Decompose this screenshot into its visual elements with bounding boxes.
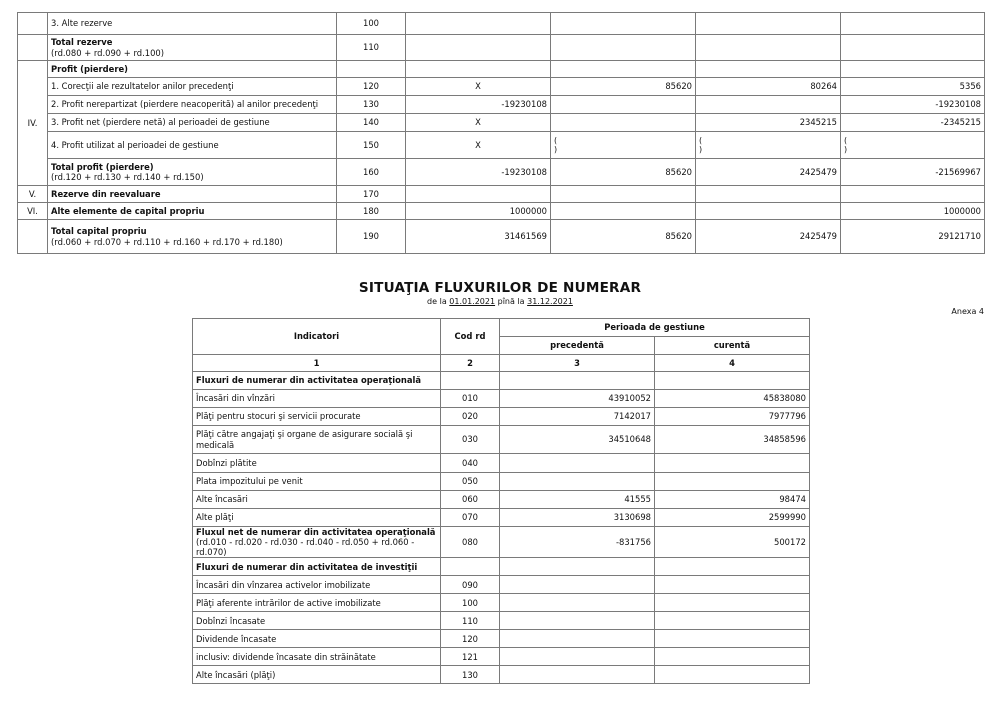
row-label: Plăţi către angajaţi şi organe de asigurare socială şi medicală — [193, 426, 441, 454]
row-code: 010 — [441, 390, 500, 408]
table-row — [18, 96, 985, 114]
cell-value-parentheses: ( ) — [841, 132, 985, 159]
cell-value — [551, 114, 696, 132]
cell-value — [655, 454, 810, 473]
cell-value — [500, 630, 655, 648]
row-code: 030 — [441, 426, 500, 454]
row-code: 110 — [337, 35, 406, 61]
row-code: 120 — [337, 78, 406, 96]
row-label: Fluxul net de numerar din activitatea operaţională (rd.010 - rd.020 - rd.030 - rd.040 - rd.050 + rd.060 - rd.070) — [193, 527, 441, 558]
cell-value: 98474 — [655, 491, 810, 509]
row-label: Profit (pierdere) — [48, 61, 337, 78]
cell-value — [655, 372, 810, 390]
cell-value: 1000000 — [841, 203, 985, 220]
cell-value — [696, 13, 841, 35]
table-row — [18, 13, 985, 35]
cell-value: 29121710 — [841, 220, 985, 254]
table-row — [18, 186, 985, 203]
header-previous: precedentă — [500, 337, 655, 355]
header-current: curentă — [655, 337, 810, 355]
cell-value — [696, 186, 841, 203]
cell-value — [655, 648, 810, 666]
table-row — [18, 78, 985, 96]
row-label: Rezerve din reevaluare — [48, 186, 337, 203]
table-row — [193, 666, 810, 684]
header-code: Cod rd — [441, 319, 500, 355]
table-header-row — [193, 319, 810, 337]
table-row — [193, 408, 810, 426]
row-code: 100 — [337, 13, 406, 35]
cell-value — [551, 186, 696, 203]
cell-value — [655, 594, 810, 612]
cell-value: 1000000 — [406, 203, 551, 220]
row-label: Plăţi aferente intrărilor de active imobilizate — [193, 594, 441, 612]
row-label: inclusiv: dividende încasate din străinătate — [193, 648, 441, 666]
row-code: 100 — [441, 594, 500, 612]
row-label: Total capital propriu (rd.060 + rd.070 + rd.110 + rd.160 + rd.170 + rd.180) — [48, 220, 337, 254]
table-row — [18, 61, 985, 78]
cell-value: 85620 — [551, 159, 696, 186]
table-row — [193, 527, 810, 558]
header-col-number: 3 — [500, 355, 655, 372]
table-row — [193, 612, 810, 630]
cell-value: 5356 — [841, 78, 985, 96]
table-row — [18, 114, 985, 132]
cell-value — [841, 35, 985, 61]
cell-value: 31461569 — [406, 220, 551, 254]
row-code: 130 — [441, 666, 500, 684]
row-code — [441, 558, 500, 576]
cell-value: 2425479 — [696, 220, 841, 254]
table-row — [193, 594, 810, 612]
row-label: Dividende încasate — [193, 630, 441, 648]
cell-value — [500, 612, 655, 630]
cell-value — [655, 612, 810, 630]
table-row — [193, 576, 810, 594]
page-title: SITUAŢIA FLUXURILOR DE NUMERAR — [358, 280, 642, 296]
cell-value: 2345215 — [696, 114, 841, 132]
cell-value: -19230108 — [406, 96, 551, 114]
row-label: Fluxuri de numerar din activitatea de investiţii — [193, 558, 441, 576]
cell-value: X — [406, 132, 551, 159]
header-col-number: 4 — [655, 355, 810, 372]
row-label: Dobînzi plătite — [193, 454, 441, 473]
section-cell — [18, 13, 48, 35]
section-number: IV. — [18, 61, 48, 186]
cell-value — [841, 61, 985, 78]
section-number: VI. — [18, 203, 48, 220]
table-row — [193, 426, 810, 454]
row-code: 060 — [441, 491, 500, 509]
row-label: Încasări din vînzarea activelor imobilizate — [193, 576, 441, 594]
row-code: 160 — [337, 159, 406, 186]
cell-value: 500172 — [655, 527, 810, 558]
row-label: Alte încasări (plăţi) — [193, 666, 441, 684]
row-label: Total rezerve (rd.080 + rd.090 + rd.100) — [48, 35, 337, 61]
row-code — [441, 372, 500, 390]
header-indicators: Indicatori — [193, 319, 441, 355]
cell-value — [406, 35, 551, 61]
cell-value — [500, 576, 655, 594]
table-row — [193, 454, 810, 473]
cell-value — [500, 666, 655, 684]
table-row — [193, 558, 810, 576]
header-col-number: 2 — [441, 355, 500, 372]
table-row — [193, 509, 810, 527]
period-mid: pînă la — [497, 297, 525, 307]
row-label: 1. Corecţii ale rezultatelor anilor precedenţi — [48, 78, 337, 96]
cell-value — [551, 61, 696, 78]
row-code: 020 — [441, 408, 500, 426]
period-prefix: de la — [427, 297, 447, 307]
period-from: 01.01.2021 — [449, 297, 496, 307]
row-code: 121 — [441, 648, 500, 666]
period-line — [0, 297, 1000, 307]
cell-value — [655, 473, 810, 491]
row-label: 4. Profit utilizat al perioadei de gestiune — [48, 132, 337, 159]
cell-value: 3130698 — [500, 509, 655, 527]
annex-label: Anexa 4 — [951, 307, 984, 316]
cell-value: 41555 — [500, 491, 655, 509]
cell-value: 85620 — [551, 78, 696, 96]
row-label: Dobînzi încasate — [193, 612, 441, 630]
table-row — [18, 132, 985, 159]
table-row — [193, 372, 810, 390]
row-code: 150 — [337, 132, 406, 159]
cell-value — [406, 61, 551, 78]
row-label: Alte plăţi — [193, 509, 441, 527]
row-label: 3. Profit net (pierdere netă) al perioadei de gestiune — [48, 114, 337, 132]
cell-value — [500, 648, 655, 666]
row-label: Fluxuri de numerar din activitatea operaţională — [193, 372, 441, 390]
cell-value — [841, 186, 985, 203]
table-row — [193, 473, 810, 491]
row-code — [337, 61, 406, 78]
cell-value — [500, 473, 655, 491]
header-period: Perioada de gestiune — [500, 319, 810, 337]
cell-value: 2425479 — [696, 159, 841, 186]
cell-value: 34858596 — [655, 426, 810, 454]
cell-value: 43910052 — [500, 390, 655, 408]
row-code: 070 — [441, 509, 500, 527]
header-col-number: 1 — [193, 355, 441, 372]
row-label: Plăţi pentru stocuri şi servicii procurate — [193, 408, 441, 426]
row-label: Alte elemente de capital propriu — [48, 203, 337, 220]
table-row — [18, 159, 985, 186]
row-label: Plata impozitului pe venit — [193, 473, 441, 491]
table-row — [18, 220, 985, 254]
row-code: 090 — [441, 576, 500, 594]
cell-value — [696, 35, 841, 61]
cell-value — [551, 203, 696, 220]
row-code: 190 — [337, 220, 406, 254]
row-code: 140 — [337, 114, 406, 132]
cell-value — [551, 13, 696, 35]
cell-value — [696, 96, 841, 114]
section-cell — [18, 35, 48, 61]
period-to: 31.12.2021 — [527, 297, 573, 307]
cell-value: X — [406, 114, 551, 132]
cell-value: 34510648 — [500, 426, 655, 454]
cashflow-title-block — [0, 280, 1000, 307]
cell-value: 85620 — [551, 220, 696, 254]
cell-value: -19230108 — [406, 159, 551, 186]
cell-value — [655, 630, 810, 648]
cell-value: 45838080 — [655, 390, 810, 408]
cell-value — [500, 594, 655, 612]
section-number: V. — [18, 186, 48, 203]
cell-value — [551, 35, 696, 61]
row-code: 120 — [441, 630, 500, 648]
cell-value: 7142017 — [500, 408, 655, 426]
table-row — [18, 203, 985, 220]
row-code: 170 — [337, 186, 406, 203]
row-label: Încasări din vînzări — [193, 390, 441, 408]
cell-value — [655, 558, 810, 576]
cell-value — [500, 372, 655, 390]
cell-value — [406, 186, 551, 203]
cell-value: X — [406, 78, 551, 96]
cell-value — [655, 666, 810, 684]
cell-value — [500, 454, 655, 473]
cell-value — [696, 203, 841, 220]
row-label: Total profit (pierdere) (rd.120 + rd.130 + rd.140 + rd.150) — [48, 159, 337, 186]
cell-value — [406, 13, 551, 35]
table-row — [193, 491, 810, 509]
cell-value: -2345215 — [841, 114, 985, 132]
row-code: 110 — [441, 612, 500, 630]
row-code: 080 — [441, 527, 500, 558]
row-label: 2. Profit nerepartizat (pierdere neacoperită) al anilor precedenţi — [48, 96, 337, 114]
cashflow-table — [192, 318, 810, 684]
cell-value: 80264 — [696, 78, 841, 96]
cell-value — [655, 576, 810, 594]
cell-value — [551, 96, 696, 114]
table-row — [18, 35, 985, 61]
cell-value: -21569967 — [841, 159, 985, 186]
row-code: 040 — [441, 454, 500, 473]
table-row — [193, 390, 810, 408]
cell-value: -19230108 — [841, 96, 985, 114]
row-code: 180 — [337, 203, 406, 220]
cell-value: -831756 — [500, 527, 655, 558]
cell-value — [696, 61, 841, 78]
cell-value — [500, 558, 655, 576]
section-cell — [18, 220, 48, 254]
table-row — [193, 630, 810, 648]
table-row — [193, 648, 810, 666]
cell-value: 7977796 — [655, 408, 810, 426]
row-code: 050 — [441, 473, 500, 491]
cell-value: 2599990 — [655, 509, 810, 527]
cell-value-parentheses: ( ) — [696, 132, 841, 159]
equity-table — [17, 12, 985, 254]
row-code: 130 — [337, 96, 406, 114]
table-header-row — [193, 355, 810, 372]
row-label: 3. Alte rezerve — [48, 13, 337, 35]
cell-value-parentheses: ( ) — [551, 132, 696, 159]
row-label: Alte încasări — [193, 491, 441, 509]
cell-value — [841, 13, 985, 35]
